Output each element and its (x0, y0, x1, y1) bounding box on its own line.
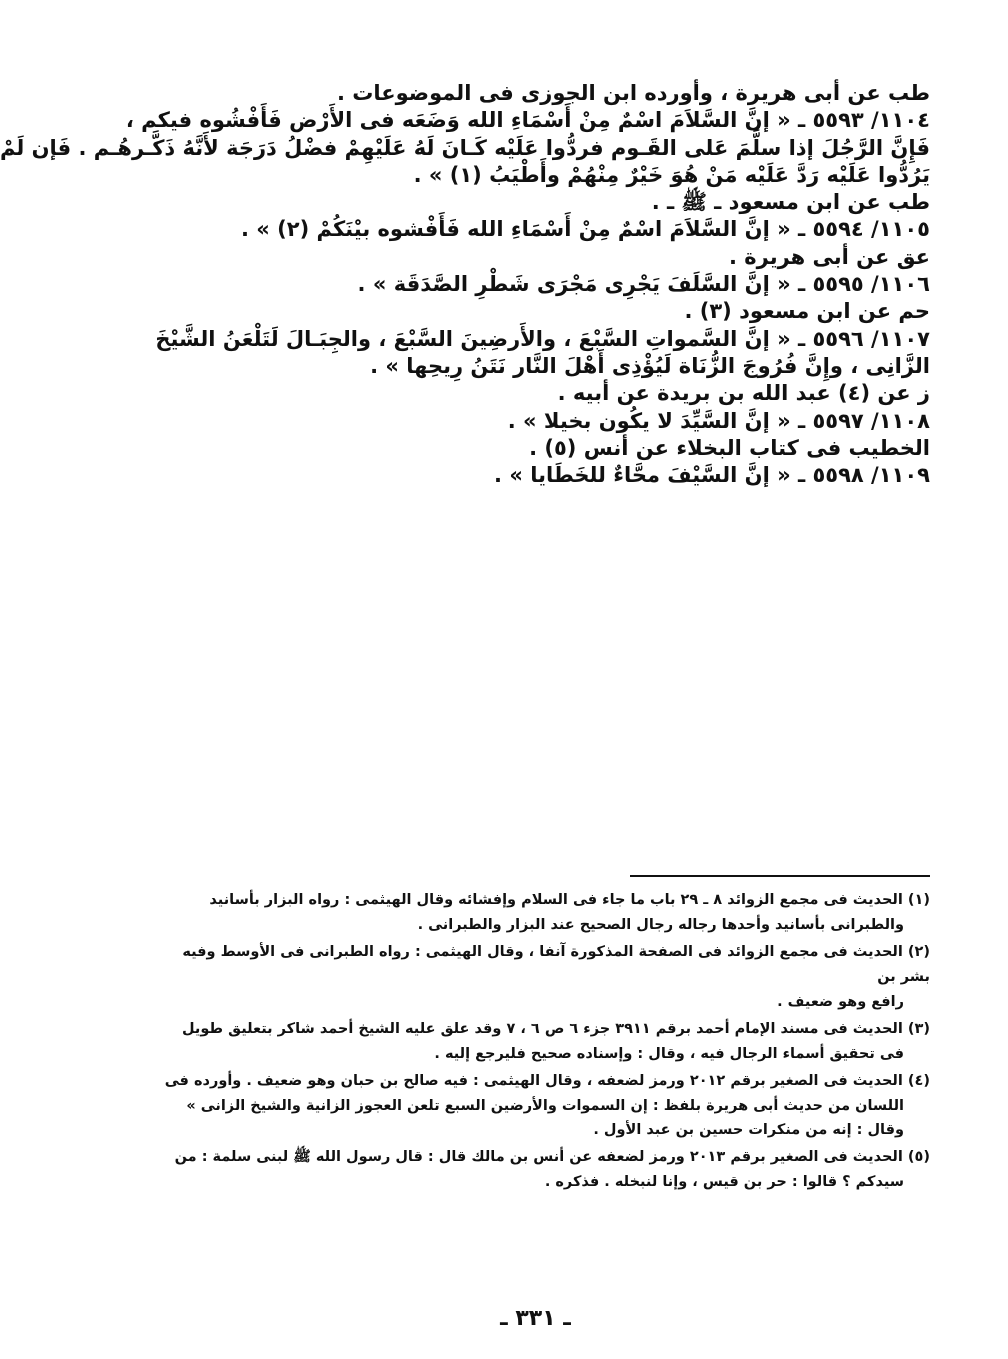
footnote-text: (٤) الحديث فى الصغير برقم ٢٠١٢ ورمز لضعفه ، وقال الهيثمى : فيه صالح بن حبان وهو ضعيف . وأورده فى (164, 1072, 930, 1089)
footnote-continuation: سيدكم ؟ قالوا : حر بن قيس ، وإنا لنبخله . فذكره . (544, 1174, 904, 1191)
hadith-line: ١١٠٤/ ٥٥٩٣ ـ « إنَّ السَّلاَمَ اسْمٌ مِنْ أَسْمَاءِ الله وَضَعَه فى الأَرْض فَأَفْشُوه فيكم ، (125, 108, 930, 133)
source-line: عق عن أبى هريرة . (728, 244, 930, 269)
hadith-line: ١١٠٧/ ٥٥٩٦ ـ « إنَّ السَّمواتِ السَّبْعَ ، والأَرضِينَ السَّبْعَ ، والجِبَـالَ لَتَلْعَنُ الشَّيْخَ (155, 326, 930, 351)
footnote-text: (١) الحديث فى مجمع الزوائد ٨ ـ ٢٩ باب ما جاء فى السلام وإفشائه وقال الهيثمى : رواه البزار بأسانيد (209, 892, 930, 908)
source-line: حم عن ابن مسعود (٣) . (684, 299, 930, 324)
footnote (151, 1069, 930, 1144)
hadith-line: الزَّانِى ، وإِنَّ فُرُوجَ الزُّنَاة لَيُؤْذِى أَهْلَ النَّار نَتَنُ رِيحِها » . (370, 353, 930, 378)
source-line: الخطيب فى كتاب البخلاء عن أنس (٥) . (529, 435, 930, 460)
hadith-line: ١١٠٥/ ٥٥٩٤ ـ « إنَّ السَّلاَمَ اسْمٌ مِنْ أَسْمَاءِ الله فَأَفْشوه بيْنَكُمْ (٢) » . (241, 217, 930, 242)
hadith-line: فَإِنَّ الرَّجُلَ إذا سلَّمَ عَلى القَـوم فردُّوا عَلَيْه كَـانَ لَهُ عَلَيْهِمْ فضْلُ دَرَجَة لأَنَّهُ ذَكَّـرهُـم . فَإن لَمْ (0, 135, 930, 160)
hadith-line: ١١٠٨/ ٥٥٩٧ ـ « إنَّ السَّيِّدَ لا يكُون بخيلا » . (507, 408, 930, 433)
footnote-continuation: رافع وهو ضعيف . (777, 993, 904, 1010)
footnote (151, 1145, 930, 1195)
footnote-continuation: اللسان من حديث أبى هريرة بلفظ : إن السموات والأرضين السبع تلعن العجوز الزانية والشيخ الزانى » (186, 1097, 904, 1114)
source-line: ز عن (٤) عبد الله بن بريدة عن أبيه . (557, 381, 930, 406)
footnote-text: (٣) الحديث فى مسند الإمام أحمد برقم ٣٩١١ جزء ٦ ص ٦ ، ٧ وقد علق عليه الشيخ أحمد شاكر بتعليق طويل (181, 1020, 930, 1037)
footnotes (151, 888, 930, 1197)
footnote (151, 940, 930, 1015)
footnote-continuation: وقال : إنه من منكرات حسين بن عبد الأول . (593, 1122, 904, 1139)
footnote-continuation: فى تحقيق أسماء الرجال فيه ، وقال : وإسناده صحيح فليرجع إليه . (434, 1045, 904, 1062)
footnote-separator (630, 875, 930, 877)
footnote (151, 888, 930, 938)
page-number: ـ ٣٣١ ـ (500, 1306, 571, 1331)
hadith-line: يَرُدُّوا عَلَيْه رَدَّ عَلَيْه مَنْ هُوَ خَيْرٌ مِنْهُمْ وأَطْيَبُ (١) » . (413, 162, 930, 187)
footnote-continuation: والطبرانى بأسانيد وأحدها رجاله رجال الصحيح عند البزار والطبرانى . (417, 916, 904, 933)
footnote-text: (٥) الحديث فى الصغير برقم ٢٠١٣ ورمز لضعفه عن أنس بن مالك قال : قال رسول الله ﷺ لبنى سلمة : من (174, 1149, 930, 1166)
footnote-text: (٢) الحديث فى مجمع الزوائد فى الصفحة المذكورة آنفا ، وقال الهيثمى : رواه الطبرانى فى الأوسط وفيه بشر بن (182, 943, 930, 985)
hadith-line: ١١٠٦/ ٥٥٩٥ ـ « إنَّ السَّلَفَ يَجْرِى مَجْرَى شَطْرِ الصَّدَقَة » . (357, 272, 930, 297)
main-text (0, 80, 930, 489)
footnote (151, 1017, 930, 1067)
hadith-line: ١١٠٩/ ٥٥٩٨ ـ « إنَّ السَّيْفَ محَّاءٌ للخَطَايا » . (494, 463, 930, 488)
source-line: طب عن ابن مسعود ـ ﷺ ـ . (651, 190, 930, 215)
source-line: طب عن أبى هريرة ، وأورده ابن الجوزى فى الموضوعات . (336, 81, 930, 105)
